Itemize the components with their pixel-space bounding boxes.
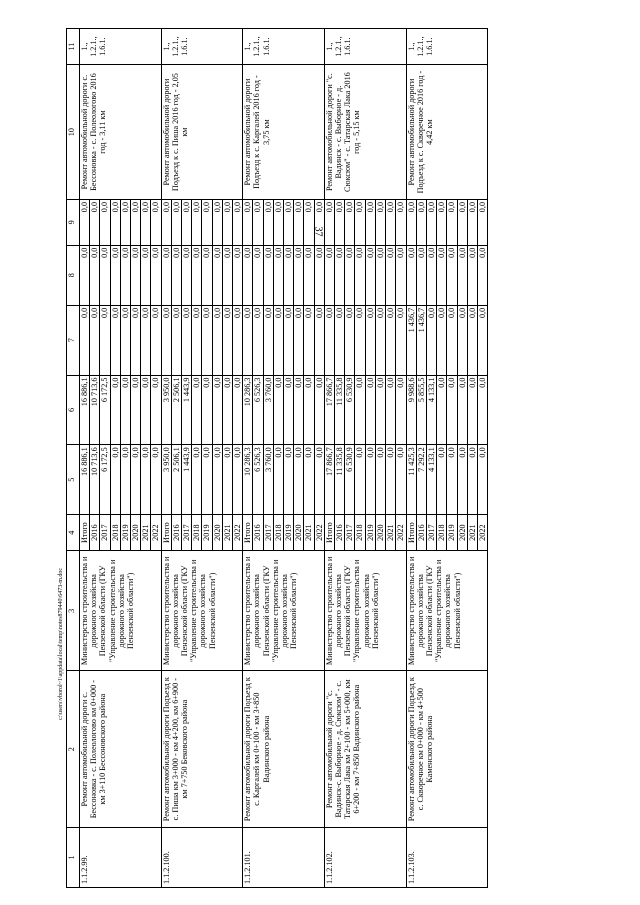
year-cell: 2022 [477, 515, 487, 551]
amount-c5: 0,0 [314, 445, 324, 515]
year-cell: 2016 [416, 515, 426, 551]
amount-c8: 0,0 [222, 245, 232, 305]
amount-c9: 0,0 [365, 199, 375, 245]
amount-c9: 0,0 [324, 199, 334, 245]
amount-c6: 1 443,9 [182, 375, 192, 445]
amount-c8: 0,0 [345, 245, 355, 305]
amount-c8: 0,0 [202, 245, 212, 305]
year-cell: Итого [406, 515, 416, 551]
year-cell: 2018 [192, 515, 202, 551]
table-row [324, 29, 334, 888]
amount-c9: 0,0 [253, 199, 263, 245]
amount-c7: 0,0 [467, 305, 477, 375]
amount-c6: 0,0 [222, 375, 232, 445]
amount-c8: 0,0 [477, 245, 487, 305]
amount-c7: 0,0 [100, 305, 110, 375]
amount-c9: 0,0 [80, 199, 90, 245]
amount-c6: 0,0 [110, 375, 120, 445]
amount-c5: 0,0 [355, 445, 365, 515]
amount-c7: 0,0 [386, 305, 396, 375]
year-cell: 2018 [110, 515, 120, 551]
expected-result: Ремонт автомобильной дороги с. Бессоновка - с. Полеологово 2016 год - 3,11 км [80, 65, 162, 200]
amount-c9: 0,0 [416, 199, 426, 245]
amount-c8: 0,0 [120, 245, 130, 305]
amount-c8: 0,0 [151, 245, 161, 305]
amount-c8: 0,0 [284, 245, 294, 305]
item-number: 1.1.2.101. [243, 827, 325, 887]
amount-c9: 0,0 [284, 199, 294, 245]
amount-c9: 0,0 [182, 199, 192, 245]
amount-c8: 0,0 [355, 245, 365, 305]
header-row [67, 29, 80, 888]
year-cell: 2016 [335, 515, 345, 551]
amount-c7: 0,0 [212, 305, 222, 375]
amount-c7: 0,0 [131, 305, 141, 375]
amount-c9: 0,0 [396, 199, 406, 245]
year-cell: 2021 [222, 515, 232, 551]
amount-c8: 0,0 [426, 245, 436, 305]
amount-c8: 0,0 [243, 245, 253, 305]
amount-c8: 0,0 [304, 245, 314, 305]
amount-c5: 0,0 [386, 445, 396, 515]
year-cell: 2020 [212, 515, 222, 551]
amount-c6: 0,0 [202, 375, 212, 445]
header-col-7: 7 [67, 305, 80, 375]
executor: Министерство строительства и дорожного хозяйства Пензенской области (ГКУ "Управление строительства и дорожного хозяйства Пензенской области") [161, 551, 243, 671]
year-cell: 2019 [447, 515, 457, 551]
amount-c9: 0,0 [233, 199, 243, 245]
amount-c7: 0,0 [141, 305, 151, 375]
amount-c5: 0,0 [437, 445, 447, 515]
amount-c5: 0,0 [222, 445, 232, 515]
year-cell: 2016 [253, 515, 263, 551]
amount-c7: 0,0 [80, 305, 90, 375]
year-cell: 2018 [355, 515, 365, 551]
amount-c7: 0,0 [396, 305, 406, 375]
amount-c7: 0,0 [120, 305, 130, 375]
amount-c7: 0,0 [182, 305, 192, 375]
year-cell: 2022 [396, 515, 406, 551]
year-cell: 2019 [284, 515, 294, 551]
amount-c8: 0,0 [406, 245, 416, 305]
item-number: 1.1.2.99. [80, 827, 162, 887]
amount-c8: 0,0 [386, 245, 396, 305]
year-cell: 2017 [345, 515, 355, 551]
amount-c9: 0,0 [437, 199, 447, 245]
year-cell: Итого [243, 515, 253, 551]
amount-c7: 0,0 [151, 305, 161, 375]
table-body [80, 29, 488, 888]
amount-c8: 0,0 [294, 245, 304, 305]
year-cell: 2019 [120, 515, 130, 551]
amount-c5: 1 443,9 [182, 445, 192, 515]
year-cell: 2021 [386, 515, 396, 551]
amount-c9: 0,0 [304, 199, 314, 245]
amount-c9: 0,0 [477, 199, 487, 245]
amount-c6: 0,0 [386, 375, 396, 445]
amount-c9: 0,0 [161, 199, 171, 245]
executor: Министерство строительства и дорожного хозяйства Пензенской области (ГКУ "Управление строительства и дорожного хозяйства Пензенской области") [80, 551, 162, 671]
amount-c9: 0,0 [273, 199, 283, 245]
item-number: 1.1.2.100. [161, 827, 243, 887]
amount-c5: 11 335,8 [335, 445, 345, 515]
year-cell: 2017 [100, 515, 110, 551]
amount-c7: 0,0 [90, 305, 100, 375]
amount-c5: 2 506,1 [171, 445, 181, 515]
amount-c9: 0,0 [120, 199, 130, 245]
amount-c7: 1 436,7 [406, 305, 416, 375]
year-cell: 2021 [141, 515, 151, 551]
year-cell: 2018 [437, 515, 447, 551]
amount-c9: 0,0 [263, 199, 273, 245]
amount-c9: 0,0 [294, 199, 304, 245]
amount-c8: 0,0 [171, 245, 181, 305]
year-cell: 2022 [151, 515, 161, 551]
amount-c7: 0,0 [222, 305, 232, 375]
amount-c6: 0,0 [212, 375, 222, 445]
header-col-2: 2 [67, 671, 80, 827]
amount-c5: 3 950,0 [161, 445, 171, 515]
amount-c6: 0,0 [355, 375, 365, 445]
header-col-1: 1 [67, 827, 80, 887]
amount-c5: 0,0 [294, 445, 304, 515]
executor: Министерство строительства и дорожного хозяйства Пензенской области (ГКУ "Управление строительства и дорожного хозяйства Пензенской области") [406, 551, 488, 671]
amount-c6: 0,0 [314, 375, 324, 445]
indicator-codes: 1., 1.2.1., 1.6.1. [324, 29, 406, 65]
amount-c6: 0,0 [467, 375, 477, 445]
amount-c9: 0,0 [192, 199, 202, 245]
amount-c8: 0,0 [212, 245, 222, 305]
page-number: 37 [312, 226, 324, 237]
amount-c8: 0,0 [273, 245, 283, 305]
header-col-6: 6 [67, 375, 80, 445]
amount-c6: 17 866,7 [324, 375, 334, 445]
table-row [406, 29, 416, 888]
object-name: Ремонт автомобильной дороги с. Бессоновка - с. Полеологово км 0+000 - км 3+110 Бессоновского района [80, 671, 162, 827]
amount-c7: 1 436,7 [416, 305, 426, 375]
year-cell: 2017 [426, 515, 436, 551]
amount-c6: 3 950,0 [161, 375, 171, 445]
amount-c8: 0,0 [447, 245, 457, 305]
amount-c5: 3 760,0 [263, 445, 273, 515]
table-row [161, 29, 171, 888]
amount-c5: 0,0 [131, 445, 141, 515]
header-col-3: 3 [67, 551, 80, 671]
amount-c6: 16 886,1 [80, 375, 90, 445]
year-cell: 2016 [90, 515, 100, 551]
header-col-9: 9 [67, 199, 80, 245]
amount-c9: 0,0 [386, 199, 396, 245]
amount-c6: 0,0 [233, 375, 243, 445]
indicator-codes: 1., 1.2.1., 1.6.1. [161, 29, 243, 65]
amount-c5: 6 172,5 [100, 445, 110, 515]
year-cell: Итого [80, 515, 90, 551]
amount-c8: 0,0 [192, 245, 202, 305]
object-name: Ремонт автомобильной дороги Подъезд к с. Пиша км 3+000 - км 4+200, км 6+900 - км 7+750 Бековского района [161, 671, 243, 827]
amount-c7: 0,0 [477, 305, 487, 375]
amount-c7: 0,0 [426, 305, 436, 375]
amount-c9: 0,0 [131, 199, 141, 245]
indicator-codes: 1., 1.2.1., 1.6.1. [406, 29, 488, 65]
amount-c5: 7 292,2 [416, 445, 426, 515]
amount-c6: 0,0 [273, 375, 283, 445]
amount-c6: 5 855,5 [416, 375, 426, 445]
amount-c7: 0,0 [324, 305, 334, 375]
header-col-8: 8 [67, 245, 80, 305]
amount-c9: 0,0 [314, 199, 324, 245]
rotated-table-sheet [66, 28, 616, 888]
amount-c9: 0,0 [345, 199, 355, 245]
amount-c5: 0,0 [375, 445, 385, 515]
amount-c8: 0,0 [80, 245, 90, 305]
amount-c8: 0,0 [253, 245, 263, 305]
amount-c6: 0,0 [141, 375, 151, 445]
amount-c7: 0,0 [263, 305, 273, 375]
executor: Министерство строительства и дорожного хозяйства Пензенской области (ГКУ "Управление строительства и дорожного хозяйства Пензенской области") [243, 551, 325, 671]
amount-c6: 9 988,6 [406, 375, 416, 445]
amount-c7: 0,0 [375, 305, 385, 375]
expected-result: Ремонт автомобильной дороги Подъезд к с. Скворечное 2016 год - 4,42 км [406, 65, 488, 200]
year-cell: 2017 [182, 515, 192, 551]
amount-c6: 0,0 [437, 375, 447, 445]
amount-c6: 11 335,8 [335, 375, 345, 445]
amount-c9: 0,0 [151, 199, 161, 245]
amount-c5: 0,0 [396, 445, 406, 515]
amount-c7: 0,0 [192, 305, 202, 375]
amount-c7: 0,0 [110, 305, 120, 375]
amount-c6: 0,0 [131, 375, 141, 445]
amount-c9: 0,0 [335, 199, 345, 245]
amount-c9: 0,0 [406, 199, 416, 245]
amount-c8: 0,0 [233, 245, 243, 305]
amount-c8: 0,0 [365, 245, 375, 305]
year-cell: 2017 [263, 515, 273, 551]
year-cell: 2020 [294, 515, 304, 551]
year-cell: 2021 [467, 515, 477, 551]
table-row [243, 29, 253, 888]
amount-c8: 0,0 [161, 245, 171, 305]
amount-c9: 0,0 [212, 199, 222, 245]
amount-c8: 0,0 [457, 245, 467, 305]
amount-c5: 0,0 [467, 445, 477, 515]
expected-result: Ремонт автомобильной дороги Подъезд к с. Пиша 2016 год - 2,05 км [161, 65, 243, 200]
object-name: Ремонт автомобильной дороги "с. Вадинск-с. Выборное - д. Сюксюм" - с. Татарская Лака км 2+100 - км 5+000, км 6+200 - км 7+850 Вадинского района [324, 671, 406, 827]
amount-c6: 0,0 [375, 375, 385, 445]
indicator-codes: 1., 1.2.1., 1.6.1. [80, 29, 162, 65]
amount-c5: 0,0 [477, 445, 487, 515]
amount-c6: 0,0 [192, 375, 202, 445]
amount-c5: 6 530,9 [345, 445, 355, 515]
amount-c8: 0,0 [324, 245, 334, 305]
amount-c8: 0,0 [314, 245, 324, 305]
header-col-4: 4 [67, 515, 80, 551]
expected-result: Ремонт автомобильной дороги Подъезд к с. Каргалей 2016 год - 3,75 км [243, 65, 325, 200]
object-name: Ремонт автомобильной дороги Подъезд к с. Скворечное км 0+000 - км 4+500 Каменского района [406, 671, 488, 827]
amount-c6: 0,0 [447, 375, 457, 445]
amount-c5: 0,0 [212, 445, 222, 515]
amount-c5: 0,0 [141, 445, 151, 515]
year-cell: 2020 [457, 515, 467, 551]
amount-c5: 0,0 [233, 445, 243, 515]
year-cell: 2020 [131, 515, 141, 551]
amount-c8: 0,0 [100, 245, 110, 305]
amount-c8: 0,0 [335, 245, 345, 305]
amount-c6: 6 526,3 [253, 375, 263, 445]
year-cell: 2018 [273, 515, 283, 551]
amount-c6: 0,0 [294, 375, 304, 445]
year-cell: 2022 [314, 515, 324, 551]
amount-c9: 0,0 [100, 199, 110, 245]
amount-c6: 0,0 [477, 375, 487, 445]
amount-c9: 0,0 [171, 199, 181, 245]
amount-c7: 0,0 [335, 305, 345, 375]
amount-c7: 0,0 [161, 305, 171, 375]
amount-c6: 0,0 [396, 375, 406, 445]
amount-c6: 0,0 [284, 375, 294, 445]
amount-c8: 0,0 [141, 245, 151, 305]
amount-c5: 0,0 [120, 445, 130, 515]
amount-c5: 11 425,3 [406, 445, 416, 515]
amount-c8: 0,0 [182, 245, 192, 305]
amount-c9: 0,0 [110, 199, 120, 245]
amount-c7: 0,0 [304, 305, 314, 375]
expected-result: Ремонт автомобильной дороги "с. Вадинск - с. Выборное - д. Сюксюм" - с. Татарская Лака 2016 год - 5,15 км [324, 65, 406, 200]
program-table [66, 28, 488, 888]
amount-c5: 0,0 [202, 445, 212, 515]
amount-c6: 10 286,3 [243, 375, 253, 445]
amount-c7: 0,0 [447, 305, 457, 375]
amount-c8: 0,0 [131, 245, 141, 305]
amount-c8: 0,0 [396, 245, 406, 305]
object-name: Ремонт автомобильной дороги Подъезд к с. Каргалей км 0+100 - км 3+850 Вадинского района [243, 671, 325, 827]
amount-c5: 0,0 [457, 445, 467, 515]
header-col-10: 10 [67, 65, 80, 200]
amount-c5: 4 133,1 [426, 445, 436, 515]
amount-c5: 0,0 [284, 445, 294, 515]
year-cell: 2016 [171, 515, 181, 551]
amount-c7: 0,0 [437, 305, 447, 375]
amount-c5: 0,0 [365, 445, 375, 515]
amount-c6: 0,0 [304, 375, 314, 445]
amount-c5: 17 866,7 [324, 445, 334, 515]
amount-c5: 16 886,1 [80, 445, 90, 515]
amount-c8: 0,0 [375, 245, 385, 305]
amount-c7: 0,0 [345, 305, 355, 375]
amount-c7: 0,0 [243, 305, 253, 375]
amount-c6: 0,0 [120, 375, 130, 445]
item-number: 1.1.2.102. [324, 827, 406, 887]
amount-c7: 0,0 [365, 305, 375, 375]
amount-c7: 0,0 [253, 305, 263, 375]
item-number: 1.1.2.103. [406, 827, 488, 887]
year-cell: 2019 [202, 515, 212, 551]
amount-c9: 0,0 [355, 199, 365, 245]
amount-c6: 3 760,0 [263, 375, 273, 445]
amount-c5: 10 713,6 [90, 445, 100, 515]
footer-file-path: c:\users\vborol~1\appdata\local\temp\notes879440\6473-m.doc [58, 567, 64, 720]
amount-c5: 0,0 [110, 445, 120, 515]
amount-c5: 0,0 [273, 445, 283, 515]
amount-c5: 10 286,3 [243, 445, 253, 515]
amount-c6: 2 506,1 [171, 375, 181, 445]
executor: Министерство строительства и дорожного хозяйства Пензенской области (ГКУ "Управление строительства и дорожного хозяйства Пензенской области") [324, 551, 406, 671]
amount-c6: 4 133,1 [426, 375, 436, 445]
amount-c9: 0,0 [457, 199, 467, 245]
amount-c8: 0,0 [416, 245, 426, 305]
year-cell: 2019 [365, 515, 375, 551]
amount-c7: 0,0 [294, 305, 304, 375]
amount-c9: 0,0 [202, 199, 212, 245]
amount-c7: 0,0 [273, 305, 283, 375]
amount-c5: 0,0 [447, 445, 457, 515]
amount-c6: 0,0 [365, 375, 375, 445]
year-cell: 2022 [233, 515, 243, 551]
amount-c9: 0,0 [467, 199, 477, 245]
year-cell: Итого [324, 515, 334, 551]
amount-c7: 0,0 [171, 305, 181, 375]
amount-c9: 0,0 [141, 199, 151, 245]
amount-c5: 6 526,3 [253, 445, 263, 515]
amount-c5: 0,0 [304, 445, 314, 515]
amount-c5: 0,0 [151, 445, 161, 515]
amount-c8: 0,0 [90, 245, 100, 305]
header-col-5: 5 [67, 445, 80, 515]
amount-c9: 0,0 [375, 199, 385, 245]
amount-c9: 0,0 [222, 199, 232, 245]
year-cell: 2020 [375, 515, 385, 551]
amount-c8: 0,0 [467, 245, 477, 305]
amount-c7: 0,0 [202, 305, 212, 375]
amount-c6: 0,0 [457, 375, 467, 445]
amount-c7: 0,0 [314, 305, 324, 375]
amount-c8: 0,0 [263, 245, 273, 305]
amount-c6: 10 713,6 [90, 375, 100, 445]
amount-c7: 0,0 [233, 305, 243, 375]
amount-c9: 0,0 [243, 199, 253, 245]
amount-c7: 0,0 [284, 305, 294, 375]
amount-c8: 0,0 [110, 245, 120, 305]
amount-c9: 0,0 [426, 199, 436, 245]
amount-c9: 0,0 [447, 199, 457, 245]
amount-c7: 0,0 [355, 305, 365, 375]
amount-c8: 0,0 [437, 245, 447, 305]
amount-c5: 0,0 [192, 445, 202, 515]
amount-c9: 0,0 [90, 199, 100, 245]
amount-c7: 0,0 [457, 305, 467, 375]
amount-c6: 6 172,5 [100, 375, 110, 445]
year-cell: Итого [161, 515, 171, 551]
amount-c6: 0,0 [151, 375, 161, 445]
year-cell: 2021 [304, 515, 314, 551]
header-col-11: 11 [67, 29, 80, 65]
amount-c6: 6 530,9 [345, 375, 355, 445]
table-row [80, 29, 90, 888]
indicator-codes: 1., 1.2.1., 1.6.1. [243, 29, 325, 65]
